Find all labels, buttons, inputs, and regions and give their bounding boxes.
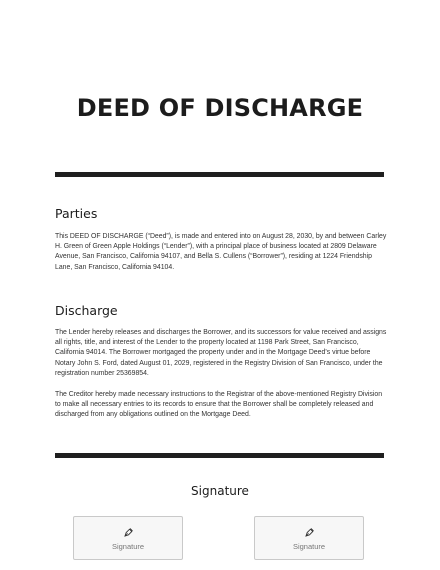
parties-paragraph: This DEED OF DISCHARGE (“Deed”), is made and entered into on August 28, 2030, by and between Carley H. Green of Green Apple Holdings (“Lender”), with a principal place of business located at 2809 Delaware Avenue, San Francisco, California 94107, and Bella S. Cullens (“Borrower”), residing at 1224 Friendship Lane, San Francisco, California 94104. [55,233,387,271]
discharge-heading: Discharge [55,303,118,318]
document-title: DEED OF DISCHARGE [76,94,364,122]
pen-nib-icon [305,527,315,537]
discharge-paragraph-2: The Creditor hereby made necessary instructions to the Registrar of the above-mentioned Registry Division to make all necessary entries to its records to ensure that the Borrower shall be completely released and discharged from any obligations outlined on the Mortgage Deed. [55,391,383,419]
parties-heading: Parties [55,206,98,221]
divider-bottom [55,453,384,458]
signature-label-2: Signature [292,542,326,551]
signature-box-2[interactable] [254,516,364,560]
divider-top [55,172,384,177]
signature-label-1: Signature [111,542,145,551]
signature-box-1[interactable] [73,516,183,560]
signature-heading: Signature [191,484,249,498]
pen-nib-icon [124,527,134,537]
discharge-paragraph-1: The Lender hereby releases and discharges the Borrower, and its successors for value received and assigns all rights, title, and interest of the Lender to the property located at 1198 Park Street, San Francisco, California 94014. The Borrower mortgaged the property under and in the Mortgage Deed’s virtue before Notary John S. Ford, dated August 01, 2029, registered in the Registry Division of San Francisco, under the registration number 25369854. [55,329,387,377]
